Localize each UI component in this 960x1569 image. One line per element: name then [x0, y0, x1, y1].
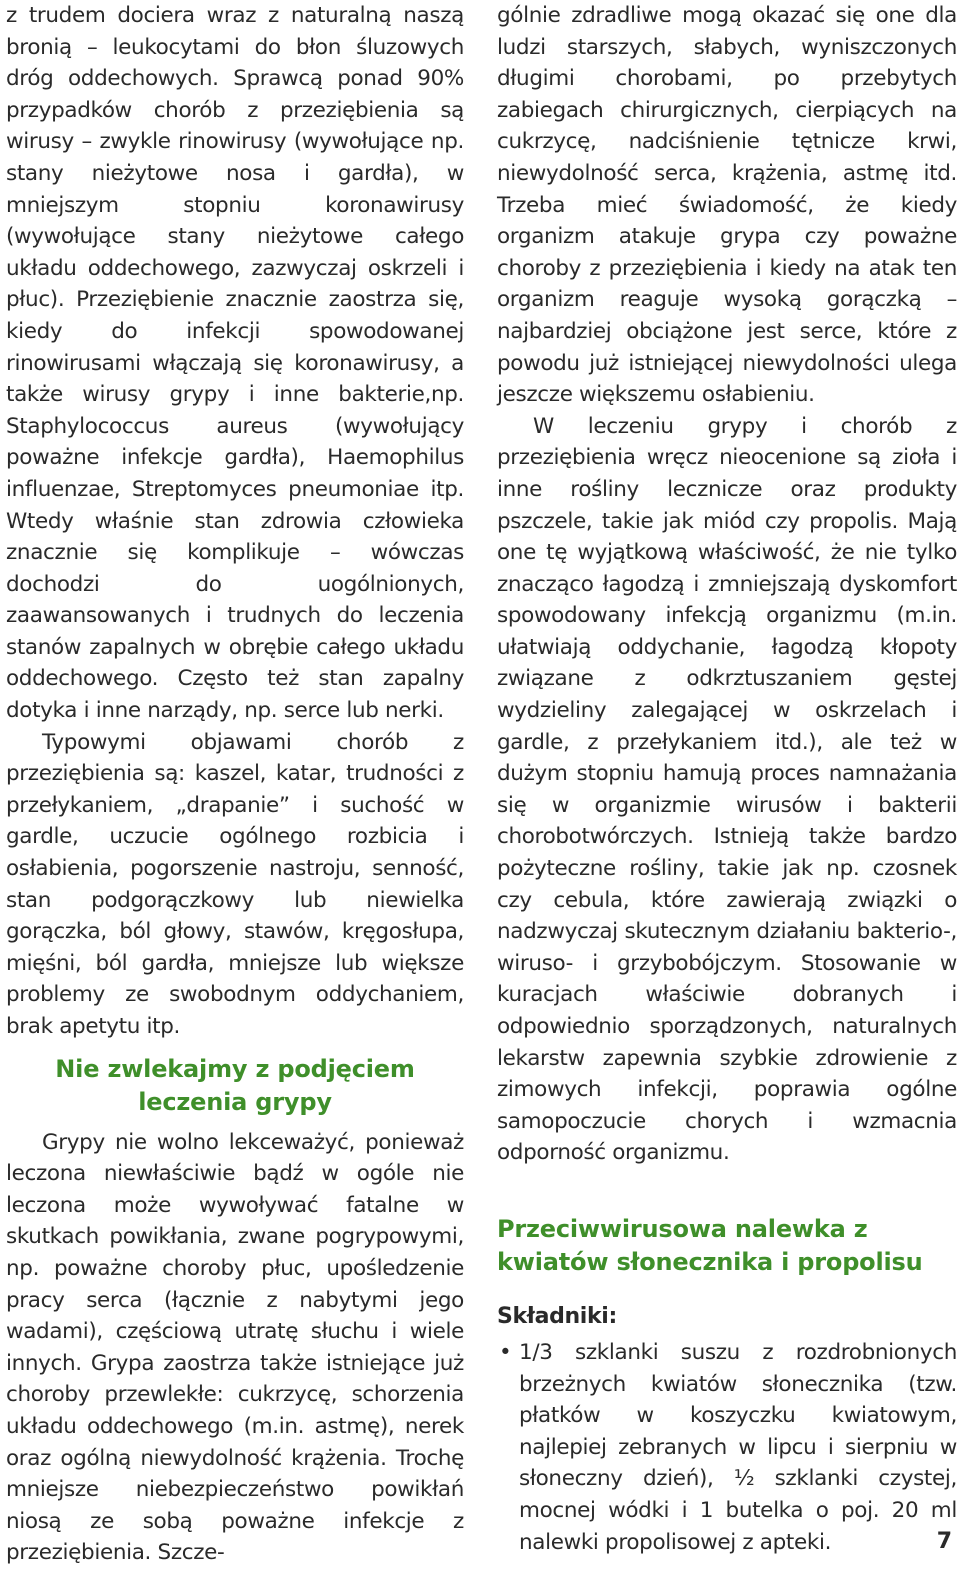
recipe-heading: Przeciwwirusowa nalewka z kwiatów słonecznika i propolisu [497, 1214, 923, 1276]
ingredient-text: 1/3 szklanki suszu z rozdrobnionych brzeżnych kwiatów słonecznika (tzw. płatków w koszyczku kwiatowym, najlepiej zebranych w lipcu i sierpniu w słoneczny dzień), ½ szklanki czystej, mocnej wódki i 1 butelka o poj. 20 ml nalewki propolisowej z apteki. [519, 1339, 957, 1555]
body-paragraph-4: gólnie zdradliwe mogą okazać się one dla ludzi starszych, słabych, wyniszczonych długimi chorobami, po przebytych zabiegach chirurgicznych, cierpiących na cukrzycę, nadciśnienie tętnicze krwi, niewydolność serca, krążenia, astmę itd. Trzeba mieć świadomość, że kiedy organizm atakuje grypa czy poważne choroby z przeziębienia i kiedy na atak ten organizm reaguje wysoką gorączką – najbardziej obciążone jest serce, które z powodu już istniejącej niewydolności ulega jeszcze większemu osłabieniu. [497, 3, 957, 408]
body-paragraph-3: Grypy nie wolno lekceważyć, ponieważ leczona niewłaściwie bądź w ogóle nie leczona może wywoływać fatalne w skutkach powikłania, zwane pogrypowymi, np. poważne choroby płuc, upośledzenie pracy serca (łącznie z nabytymi jego wadami), częściową utratę słuchu i wiele innych. Grypa zaostrza także istniejące już choroby przewlekłe: cukrzycę, schorzenia układu oddechowego (m.in. astmę), nerek oraz ogólną niewydolność krążenia. Trochę mniejsze niebezpieczeństwo powikłań niosą ze sobą poważne infekcje z przeziębienia. Szcze- [6, 1129, 464, 1566]
body-paragraph-1: z trudem dociera wraz z naturalną naszą bronią – leukocytami do błon śluzowych dróg oddechowych. Sprawcą ponad 90% przypadków chorób z przeziębienia są wirusy – zwykle rinowirusy (wywołujące np. stany nieżytowe nosa i gardła), w mniejszym stopniu koronawirusy (wywołujące stany nieżytowe całego układu oddechowego, zazwyczaj oskrzeli i płuc). Przeziębienie znacznie zaostrza się, kiedy do infekcji spowodowanej rinowirusami włączają się koronawirusy, a także wirusy grypy i inne bakterie,np. Staphylococcus aureus (wywołujący poważne infekcje gardła), Haemophilus influenzae, Streptomyces pneumoniae itp. Wtedy właśnie stan zdrowia człowieka znacznie się komplikuje – wówczas dochodzi do uogólnionych, zaawansowanych i trudnych do leczenia stanów zapalnych w obrębie całego układu oddechowego. Często też stan zapalny dotyka i inne narządy, np. serce lub nerki. [6, 3, 464, 724]
list-item [497, 1337, 957, 1558]
page-number: 7 [936, 1529, 952, 1554]
bullet-icon: • [499, 1339, 512, 1365]
left-column [6, 0, 464, 1569]
body-paragraph-5: W leczeniu grypy i chorób z przeziębienia wręcz nieocenione są zioła i inne rośliny lecznicze oraz produkty pszczele, takie jak miód czy propolis. Mają one tę wyjątkową właściwość, że nie tylko znacząco łagodzą i zmniejszają dyskomfort spowodowany infekcją organizmu (m.in. ułatwiają oddychanie, łagodzą kłopoty związane z odkrztuszaniem gęstej wydzieliny zalegającej w oskrzelach i gardle, z przełykaniem itd.), ale też w dużym stopniu hamują proces namnażania się w organizmie wirusów i bakterii chorobotwórczych. Istnieją także bardzo pożyteczne rośliny, takie jak np. czosnek czy cebula, które zawierają związki o nadzwyczaj skutecznym działaniu bakterio-, wiruso- i grzybobójczym. Stosowanie w kuracjach właściwie dobranych i odpowiednio sporządzonych, naturalnych lekarstw zapewnia szybkie zdrowienie z zimowych infekcji, poprawia ogólne samopoczucie chorych i wzmacnia odporność organizmu. [497, 413, 957, 1166]
ingredients-list [497, 1337, 957, 1558]
section-heading-flu: Nie zwlekajmy z podjęciem leczenia grypy [55, 1054, 415, 1116]
ingredients-heading: Składniki: [497, 1303, 617, 1329]
right-column [497, 0, 957, 1558]
body-paragraph-2: Typowymi objawami chorób z przeziębienia są: kaszel, katar, trudności z przełykaniem, „drapanie” i suchość w gardle, uczucie ogólnego rozbicia i osłabienia, pogorszenie nastroju, senność, stan podgorączkowy lub niewielka gorączka, ból głowy, stawów, kręgosłupa, mięśni, ból gardła, mniejsze lub większe problemy ze swobodnym oddychaniem, brak apetytu itp. [6, 729, 464, 1039]
